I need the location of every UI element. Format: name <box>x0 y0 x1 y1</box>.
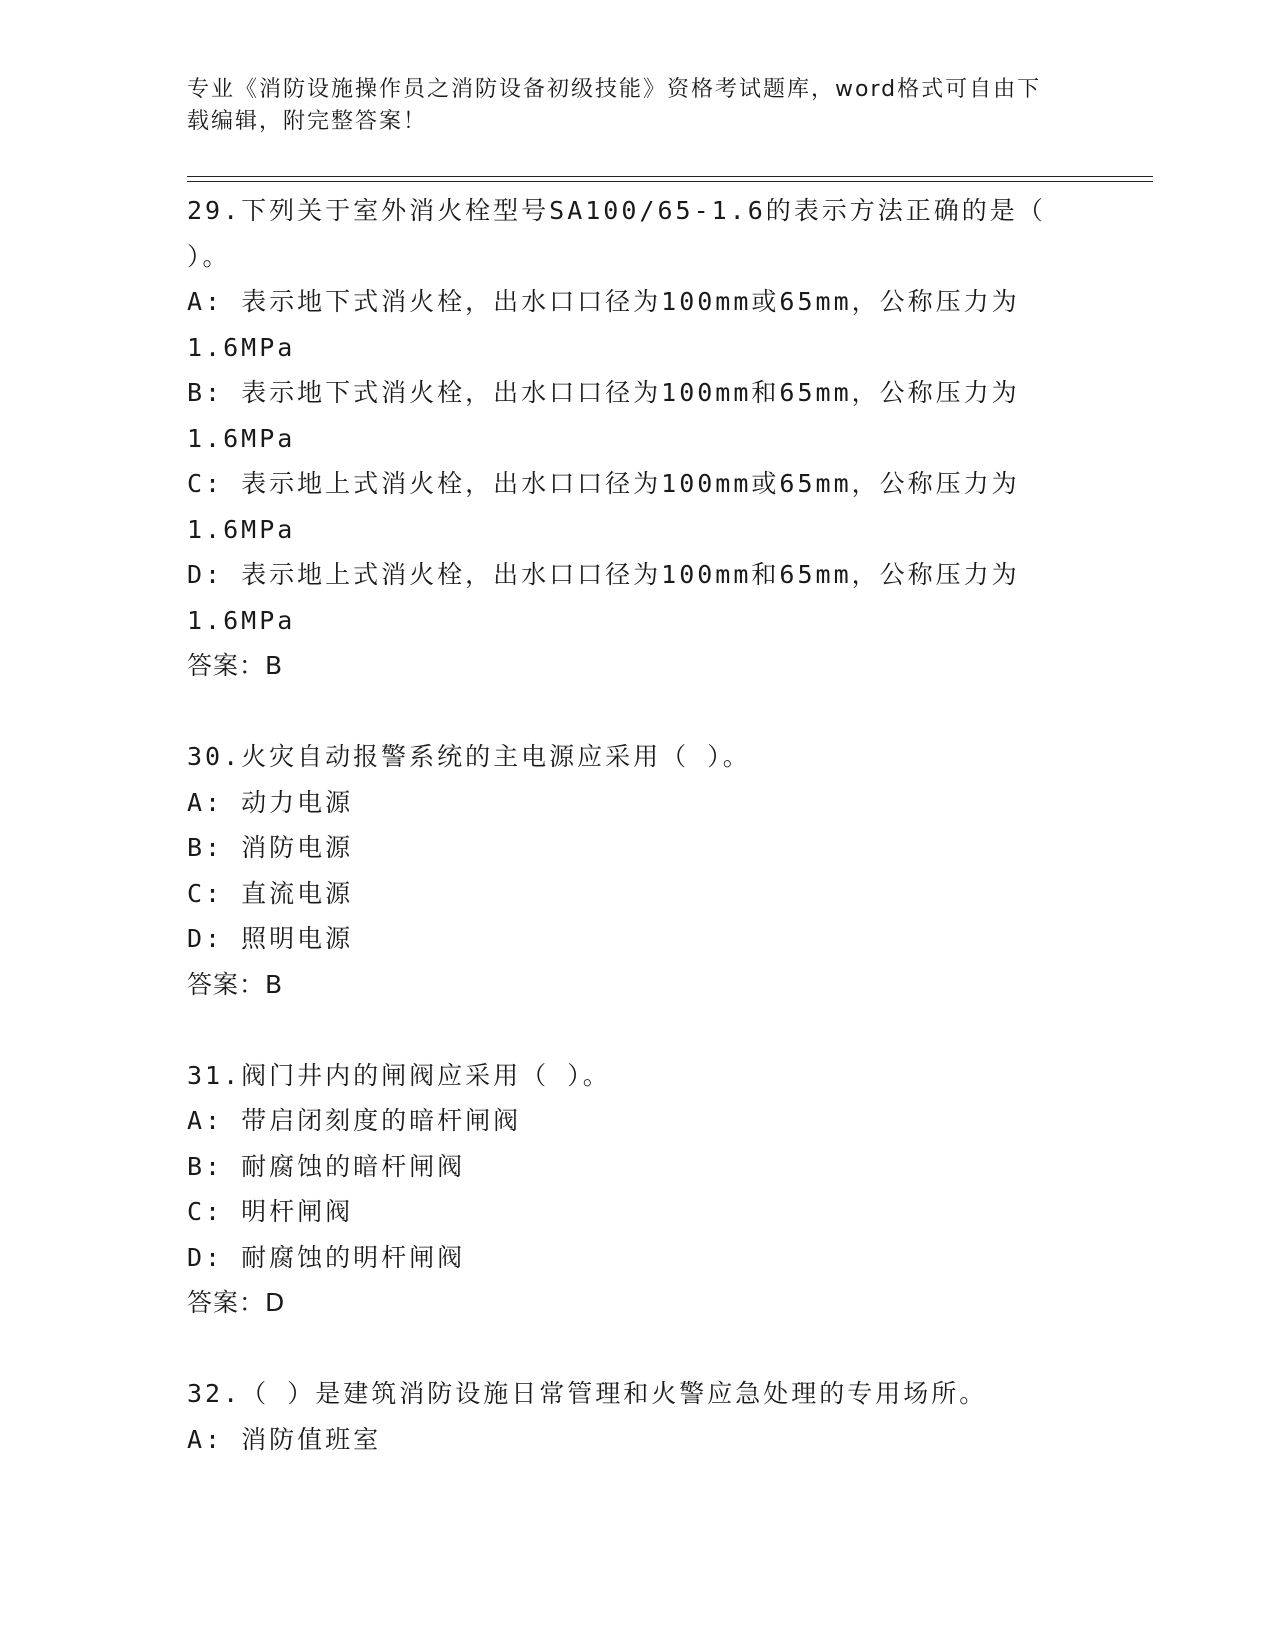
question-stem: 31.阀门井内的闸阀应采用（ ）。 <box>187 1060 611 1090</box>
question-block <box>187 1371 1087 1462</box>
answer-option: A: 表示地下式消火栓，出水口口径为100mm或65mm，公称压力为 <box>187 287 1020 316</box>
answer-option: 1.6MPa <box>187 332 296 362</box>
document-header <box>187 74 1067 138</box>
header-line-1: 专业《消防设施操作员之消防设备初级技能》资格考试题库，word格式可自由下 <box>187 77 1042 102</box>
answer-key: 答案：B <box>187 969 284 999</box>
header-divider-bottom <box>187 181 1153 182</box>
answer-option: D: 表示地上式消火栓，出水口口径为100mm和65mm，公称压力为 <box>187 560 1020 589</box>
question-block <box>187 188 1087 734</box>
answer-option: 1.6MPa <box>187 514 296 544</box>
answer-option: A: 动力电源 <box>187 787 354 817</box>
answer-option: D: 耐腐蚀的明杆闸阀 <box>187 1242 466 1272</box>
question-stem: 30.火灾自动报警系统的主电源应采用（ ）。 <box>187 742 751 771</box>
question-stem: ）。 <box>187 241 231 271</box>
question-stem: 29.下列关于室外消火栓型号SA100/65-1.6的表示方法正确的是（ <box>187 196 1046 225</box>
answer-option: B: 消防电源 <box>187 833 354 862</box>
answer-option: D: 照明电源 <box>187 924 354 953</box>
answer-option: C: 直流电源 <box>187 878 354 908</box>
answer-option: C: 明杆闸阀 <box>187 1197 354 1226</box>
question-list <box>187 188 1087 1462</box>
answer-option: 1.6MPa <box>187 423 296 453</box>
answer-key: 答案：D <box>187 1288 286 1317</box>
question-block <box>187 1053 1087 1372</box>
answer-option: A: 带启闭刻度的暗杆闸阀 <box>187 1106 522 1135</box>
question-spacer <box>187 1007 1087 1053</box>
answer-option: 1.6MPa <box>187 605 296 635</box>
question-spacer <box>187 689 1087 735</box>
answer-option: A: 消防值班室 <box>187 1424 382 1454</box>
answer-option: B: 耐腐蚀的暗杆闸阀 <box>187 1151 466 1181</box>
answer-option: C: 表示地上式消火栓，出水口口径为100mm或65mm，公称压力为 <box>187 469 1020 498</box>
answer-option: B: 表示地下式消火栓，出水口口径为100mm和65mm，公称压力为 <box>187 378 1020 407</box>
header-divider-top <box>187 176 1153 177</box>
question-spacer <box>187 1326 1087 1372</box>
answer-key: 答案：B <box>187 651 284 680</box>
header-line-2: 载编辑，附完整答案！ <box>187 109 428 134</box>
question-stem: 32.（ ）是建筑消防设施日常管理和火警应急处理的专用场所。 <box>187 1379 988 1408</box>
question-block <box>187 734 1087 1053</box>
